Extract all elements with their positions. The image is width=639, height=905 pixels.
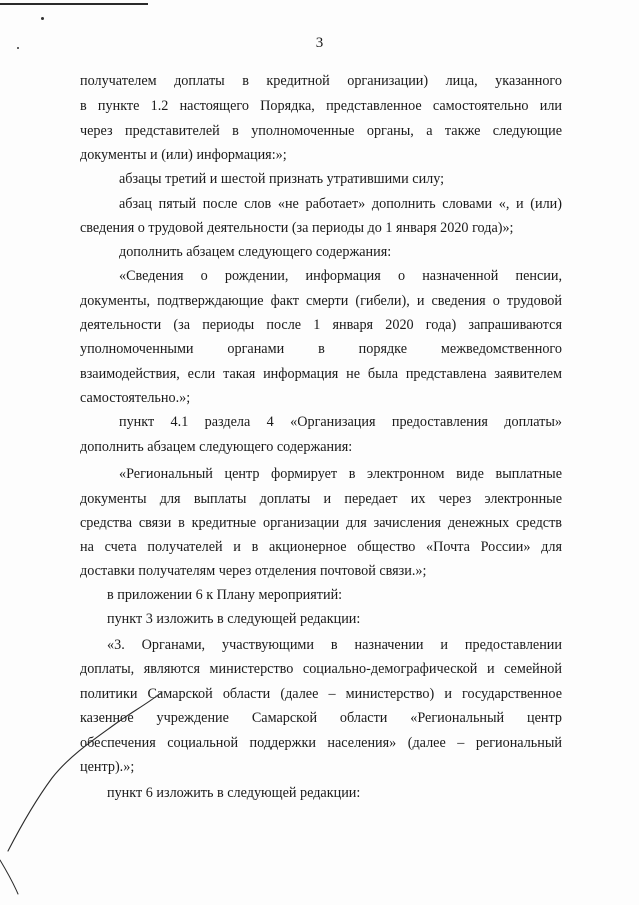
text-line: пункт 3 изложить в следующей редакции:	[107, 611, 361, 627]
text-line: в приложении 6 к Плану мероприятий:	[107, 587, 343, 603]
text-line: взаимодействия, если такая информация не была представлена заявителем	[80, 366, 562, 382]
text-line: обеспечения социальной поддержки населения» (далее – региональный	[80, 735, 562, 751]
text-line: пункт 4.1 раздела 4 «Организация предоставления доплаты»	[119, 414, 562, 430]
text-line: через представителей в уполномоченные органы, а также следующие	[80, 123, 562, 139]
text-line: в пункте 1.2 настоящего Порядка, представленное самостоятельно или	[80, 98, 562, 114]
text-line: деятельности (за периоды после 1 января 2020 года) запрашиваются	[80, 317, 562, 333]
text-line: абзацы третий и шестой признать утратившими силу;	[119, 171, 445, 187]
text-line: уполномоченными органами в порядке межведомственного	[80, 341, 562, 357]
text-line: дополнить абзацем следующего содержания:	[119, 244, 392, 260]
text-line: доплаты, являются министерство социально-демографической и семейной	[80, 661, 562, 677]
text-line: сведения о трудовой деятельности (за периоды до 1 января 2020 года)»;	[80, 220, 514, 236]
text-line: «Сведения о рождении, информация о назначенной пенсии,	[119, 268, 562, 284]
text-line: самостоятельно.»;	[80, 390, 191, 406]
page-number: 3	[315, 35, 324, 51]
text-line: дополнить абзацем следующего содержания:	[80, 439, 353, 455]
text-line: политики Самарской области (далее – министерство) и государственное	[80, 686, 562, 702]
text-line: «3. Органами, участвующими в назначении и предоставлении	[107, 637, 562, 653]
text-line: документы для выплаты доплаты и передает их через электронные	[80, 491, 562, 507]
text-line: документы и (или) информация:»;	[80, 147, 287, 163]
text-line: казенное учреждение Самарской области «Региональный центр	[80, 710, 562, 726]
text-line: абзац пятый после слов «не работает» дополнить словами «, и (или)	[119, 196, 562, 212]
text-line: на счета получателей и в акционерное общество «Почта России» для	[80, 539, 562, 555]
text-line: центр).»;	[80, 759, 135, 775]
text-line: «Региональный центр формирует в электронном виде выплатные	[119, 466, 562, 482]
text-line: средства связи в кредитные организации для зачисления денежных средств	[80, 515, 562, 531]
text-line: получателем доплаты в кредитной организации) лица, указанного	[80, 73, 562, 89]
text-line: доставки получателям через отделения почтовой связи.»;	[80, 563, 427, 579]
text-line: документы, подтверждающие факт смерти (гибели), и сведения о трудовой	[80, 293, 562, 309]
text-line: пункт 6 изложить в следующей редакции:	[107, 785, 361, 801]
